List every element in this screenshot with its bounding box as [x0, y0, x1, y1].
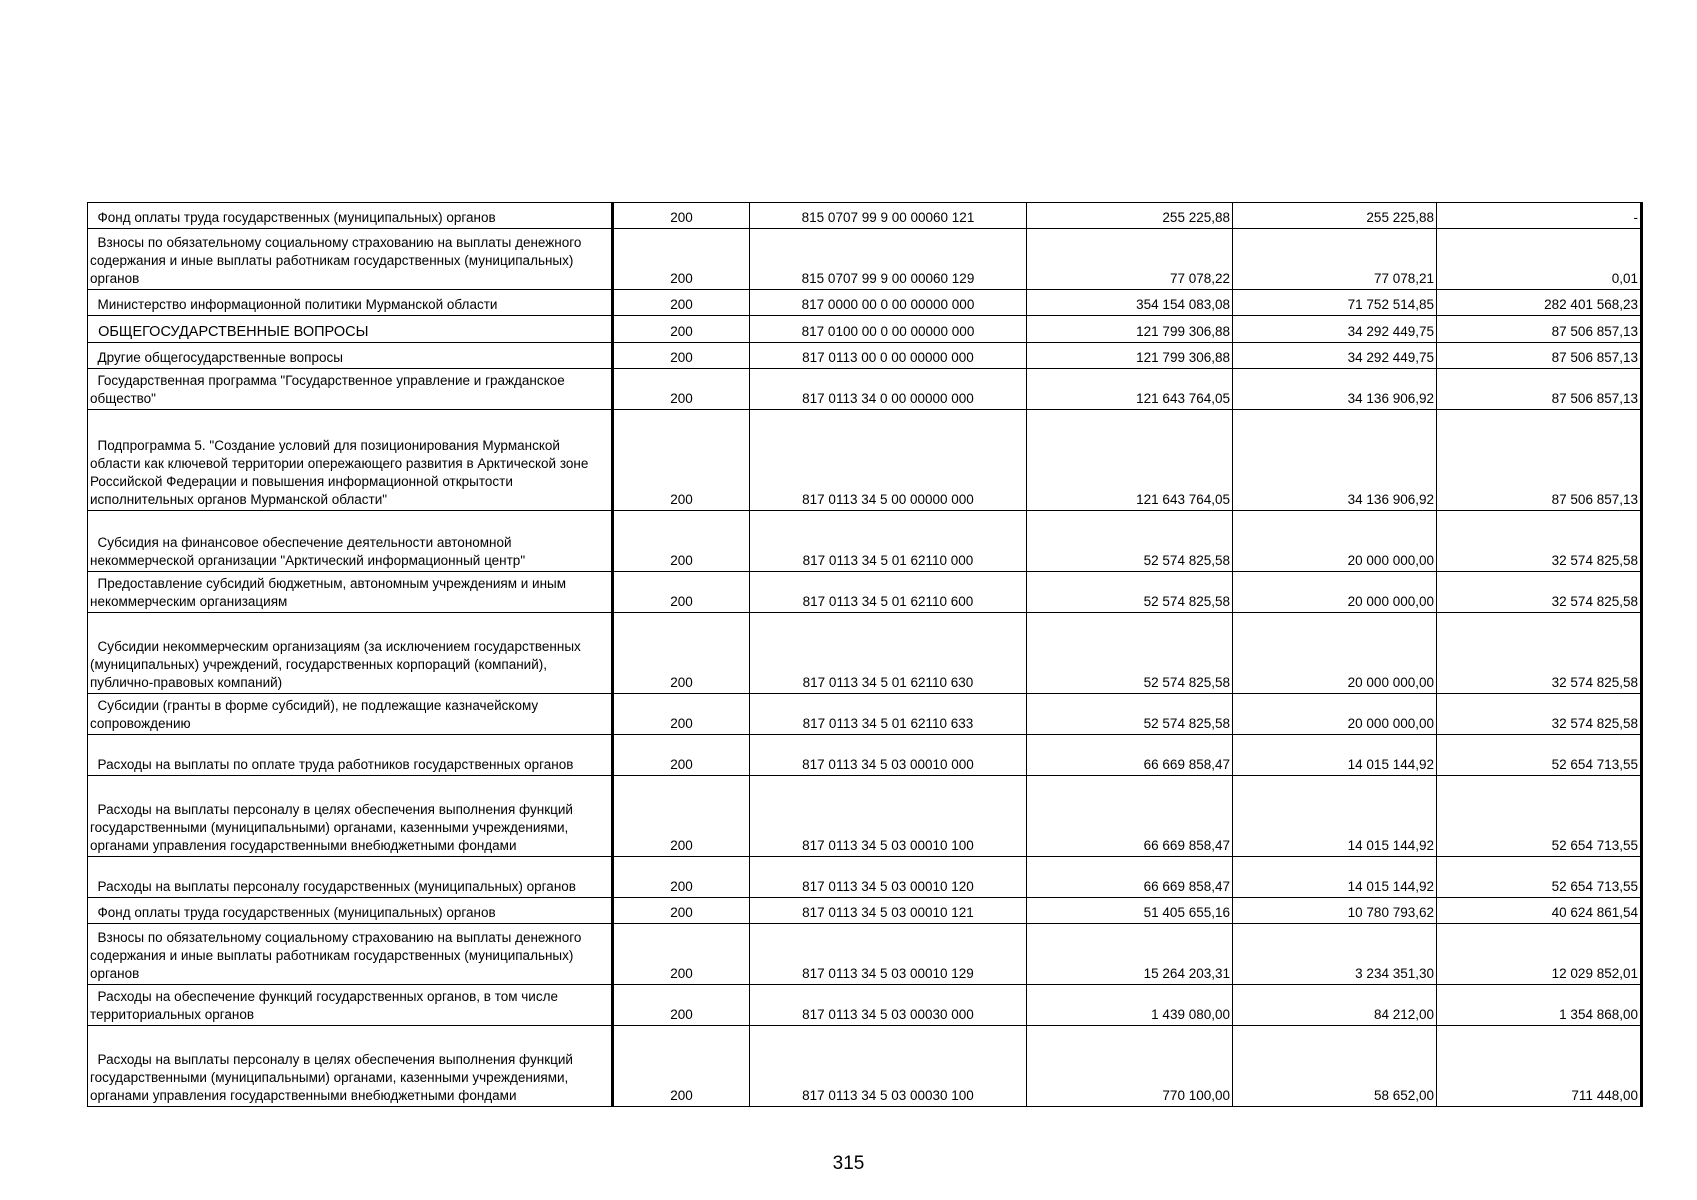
row-classification-code-cell: 817 0113 34 5 01 62110 630: [750, 613, 1027, 694]
row-line-code-cell: 200: [613, 613, 750, 694]
row-name-cell: ОБЩЕГОСУДАРСТВЕННЫЕ ВОПРОСЫ: [88, 316, 613, 343]
row-classification-code-cell: 817 0113 34 5 01 62110 000: [750, 511, 1027, 572]
row-name-cell: Субсидии некоммерческим организациям (за исключением государственных (муниципальных) учреждений, государственных корпораций (компаний), публично-правовых компаний): [88, 613, 613, 694]
table-row: [88, 316, 1642, 343]
row-approved-amount-cell: 121 643 764,05: [1027, 410, 1233, 511]
row-name-cell: Другие общегосударственные вопросы: [88, 343, 613, 369]
row-name-cell: Фонд оплаты труда государственных (муниципальных) органов: [88, 203, 613, 229]
table-row: [88, 613, 1642, 694]
row-classification-code-cell: 817 0113 34 0 00 00000 000: [750, 369, 1027, 410]
row-name-cell: Расходы на выплаты персоналу в целях обеспечения выполнения функций государственными (муниципальными) органами, казенными учреждениями, органами управления государственными внебюджетными фондами: [88, 776, 613, 857]
row-unexecuted-amount-cell: 87 506 857,13: [1437, 369, 1642, 410]
row-unexecuted-amount-cell: -: [1437, 203, 1642, 229]
row-executed-amount-cell: 84 212,00: [1233, 985, 1437, 1026]
row-executed-amount-cell: 3 234 351,30: [1233, 924, 1437, 985]
row-line-code-cell: 200: [613, 410, 750, 511]
row-name-cell: Взносы по обязательному социальному страхованию на выплаты денежного содержания и иные выплаты работникам государственных (муниципальных) органов: [88, 229, 613, 290]
row-unexecuted-amount-cell: 1 354 868,00: [1437, 985, 1642, 1026]
row-line-code-cell: 200: [613, 511, 750, 572]
table-row: [88, 290, 1642, 316]
row-unexecuted-amount-cell: 87 506 857,13: [1437, 343, 1642, 369]
row-approved-amount-cell: 52 574 825,58: [1027, 694, 1233, 735]
row-unexecuted-amount-cell: 52 654 713,55: [1437, 857, 1642, 898]
row-name-cell: Расходы на обеспечение функций государственных органов, в том числе территориальных органов: [88, 985, 613, 1026]
row-classification-code-cell: 817 0113 34 5 03 00010 129: [750, 924, 1027, 985]
row-unexecuted-amount-cell: 52 654 713,55: [1437, 776, 1642, 857]
row-executed-amount-cell: 10 780 793,62: [1233, 898, 1437, 924]
row-approved-amount-cell: 52 574 825,58: [1027, 572, 1233, 613]
table-row: [88, 985, 1642, 1026]
table-row: [88, 898, 1642, 924]
row-line-code-cell: 200: [613, 343, 750, 369]
row-classification-code-cell: 817 0113 34 5 01 62110 633: [750, 694, 1027, 735]
table-row: [88, 924, 1642, 985]
table-row: [88, 735, 1642, 776]
row-name-cell: Государственная программа "Государственное управление и гражданское общество": [88, 369, 613, 410]
row-approved-amount-cell: 52 574 825,58: [1027, 511, 1233, 572]
row-approved-amount-cell: 15 264 203,31: [1027, 924, 1233, 985]
table-row: [88, 369, 1642, 410]
row-unexecuted-amount-cell: 32 574 825,58: [1437, 511, 1642, 572]
row-classification-code-cell: 817 0113 00 0 00 00000 000: [750, 343, 1027, 369]
row-name-cell: Расходы на выплаты персоналу в целях обеспечения выполнения функций государственными (муниципальными) органами, казенными учреждениями, органами управления государственными внебюджетными фондами: [88, 1026, 613, 1107]
row-name-cell: Подпрограмма 5. "Создание условий для позиционирования Мурманской области как ключевой территории опережающего развития в Арктической зоне Российской Федерации и повышения информационной открытости исполнительных органов Мурманской области": [88, 410, 613, 511]
table-row: [88, 203, 1642, 229]
row-classification-code-cell: 817 0100 00 0 00 00000 000: [750, 316, 1027, 343]
table-row: [88, 694, 1642, 735]
row-name-cell: Министерство информационной политики Мурманской области: [88, 290, 613, 316]
row-executed-amount-cell: 14 015 144,92: [1233, 857, 1437, 898]
row-line-code-cell: 200: [613, 735, 750, 776]
row-unexecuted-amount-cell: 40 624 861,54: [1437, 898, 1642, 924]
row-name-cell: Фонд оплаты труда государственных (муниципальных) органов: [88, 898, 613, 924]
row-executed-amount-cell: 20 000 000,00: [1233, 613, 1437, 694]
row-unexecuted-amount-cell: 87 506 857,13: [1437, 316, 1642, 343]
row-unexecuted-amount-cell: 32 574 825,58: [1437, 613, 1642, 694]
row-approved-amount-cell: 52 574 825,58: [1027, 613, 1233, 694]
row-classification-code-cell: 817 0113 34 5 03 00030 100: [750, 1026, 1027, 1107]
row-executed-amount-cell: 14 015 144,92: [1233, 735, 1437, 776]
row-name-cell: Расходы на выплаты персоналу государственных (муниципальных) органов: [88, 857, 613, 898]
row-executed-amount-cell: 58 652,00: [1233, 1026, 1437, 1107]
row-line-code-cell: 200: [613, 1026, 750, 1107]
row-unexecuted-amount-cell: 711 448,00: [1437, 1026, 1642, 1107]
row-name-cell: Субсидия на финансовое обеспечение деятельности автономной некоммерческой организации "Арктический информационный центр": [88, 511, 613, 572]
table-row: [88, 410, 1642, 511]
row-executed-amount-cell: 34 292 449,75: [1233, 343, 1437, 369]
row-unexecuted-amount-cell: 52 654 713,55: [1437, 735, 1642, 776]
row-name-cell: Субсидии (гранты в форме субсидий), не подлежащие казначейскому сопровождению: [88, 694, 613, 735]
row-name-cell: Предоставление субсидий бюджетным, автономным учреждениям и иным некоммерческим организациям: [88, 572, 613, 613]
row-executed-amount-cell: 34 292 449,75: [1233, 316, 1437, 343]
row-classification-code-cell: 815 0707 99 9 00 00060 121: [750, 203, 1027, 229]
row-approved-amount-cell: 66 669 858,47: [1027, 735, 1233, 776]
row-unexecuted-amount-cell: 32 574 825,58: [1437, 572, 1642, 613]
row-approved-amount-cell: 77 078,22: [1027, 229, 1233, 290]
row-line-code-cell: 200: [613, 229, 750, 290]
row-executed-amount-cell: 77 078,21: [1233, 229, 1437, 290]
row-line-code-cell: 200: [613, 857, 750, 898]
table-row: [88, 1026, 1642, 1107]
row-unexecuted-amount-cell: 282 401 568,23: [1437, 290, 1642, 316]
row-executed-amount-cell: 71 752 514,85: [1233, 290, 1437, 316]
row-unexecuted-amount-cell: 87 506 857,13: [1437, 410, 1642, 511]
row-executed-amount-cell: 20 000 000,00: [1233, 572, 1437, 613]
row-line-code-cell: 200: [613, 924, 750, 985]
row-line-code-cell: 200: [613, 985, 750, 1026]
row-line-code-cell: 200: [613, 572, 750, 613]
row-executed-amount-cell: 255 225,88: [1233, 203, 1437, 229]
row-approved-amount-cell: 255 225,88: [1027, 203, 1233, 229]
row-approved-amount-cell: 770 100,00: [1027, 1026, 1233, 1107]
table-row: [88, 511, 1642, 572]
row-line-code-cell: 200: [613, 694, 750, 735]
table-row: [88, 229, 1642, 290]
row-approved-amount-cell: 51 405 655,16: [1027, 898, 1233, 924]
row-unexecuted-amount-cell: 12 029 852,01: [1437, 924, 1642, 985]
row-line-code-cell: 200: [613, 316, 750, 343]
row-name-cell: Расходы на выплаты по оплате труда работников государственных органов: [88, 735, 613, 776]
table-row: [88, 343, 1642, 369]
row-approved-amount-cell: 1 439 080,00: [1027, 985, 1233, 1026]
row-approved-amount-cell: 354 154 083,08: [1027, 290, 1233, 316]
row-executed-amount-cell: 34 136 906,92: [1233, 410, 1437, 511]
row-unexecuted-amount-cell: 0,01: [1437, 229, 1642, 290]
row-classification-code-cell: 817 0113 34 5 03 00010 121: [750, 898, 1027, 924]
row-classification-code-cell: 817 0000 00 0 00 00000 000: [750, 290, 1027, 316]
table-row: [88, 572, 1642, 613]
table-row: [88, 857, 1642, 898]
row-line-code-cell: 200: [613, 203, 750, 229]
row-approved-amount-cell: 121 799 306,88: [1027, 316, 1233, 343]
row-classification-code-cell: 815 0707 99 9 00 00060 129: [750, 229, 1027, 290]
row-approved-amount-cell: 121 799 306,88: [1027, 343, 1233, 369]
budget-execution-table: [87, 202, 1643, 1107]
row-line-code-cell: 200: [613, 776, 750, 857]
row-name-cell: Взносы по обязательному социальному страхованию на выплаты денежного содержания и иные выплаты работникам государственных (муниципальных) органов: [88, 924, 613, 985]
row-classification-code-cell: 817 0113 34 5 03 00010 120: [750, 857, 1027, 898]
row-approved-amount-cell: 121 643 764,05: [1027, 369, 1233, 410]
row-classification-code-cell: 817 0113 34 5 03 00010 000: [750, 735, 1027, 776]
row-classification-code-cell: 817 0113 34 5 03 00030 000: [750, 985, 1027, 1026]
row-executed-amount-cell: 20 000 000,00: [1233, 694, 1437, 735]
row-executed-amount-cell: 20 000 000,00: [1233, 511, 1437, 572]
row-executed-amount-cell: 34 136 906,92: [1233, 369, 1437, 410]
row-unexecuted-amount-cell: 32 574 825,58: [1437, 694, 1642, 735]
row-classification-code-cell: 817 0113 34 5 01 62110 600: [750, 572, 1027, 613]
row-line-code-cell: 200: [613, 369, 750, 410]
row-approved-amount-cell: 66 669 858,47: [1027, 857, 1233, 898]
row-classification-code-cell: 817 0113 34 5 00 00000 000: [750, 410, 1027, 511]
row-line-code-cell: 200: [613, 898, 750, 924]
page-number: 315: [832, 1153, 865, 1174]
row-classification-code-cell: 817 0113 34 5 03 00010 100: [750, 776, 1027, 857]
table-row: [88, 776, 1642, 857]
row-approved-amount-cell: 66 669 858,47: [1027, 776, 1233, 857]
row-line-code-cell: 200: [613, 290, 750, 316]
row-executed-amount-cell: 14 015 144,92: [1233, 776, 1437, 857]
